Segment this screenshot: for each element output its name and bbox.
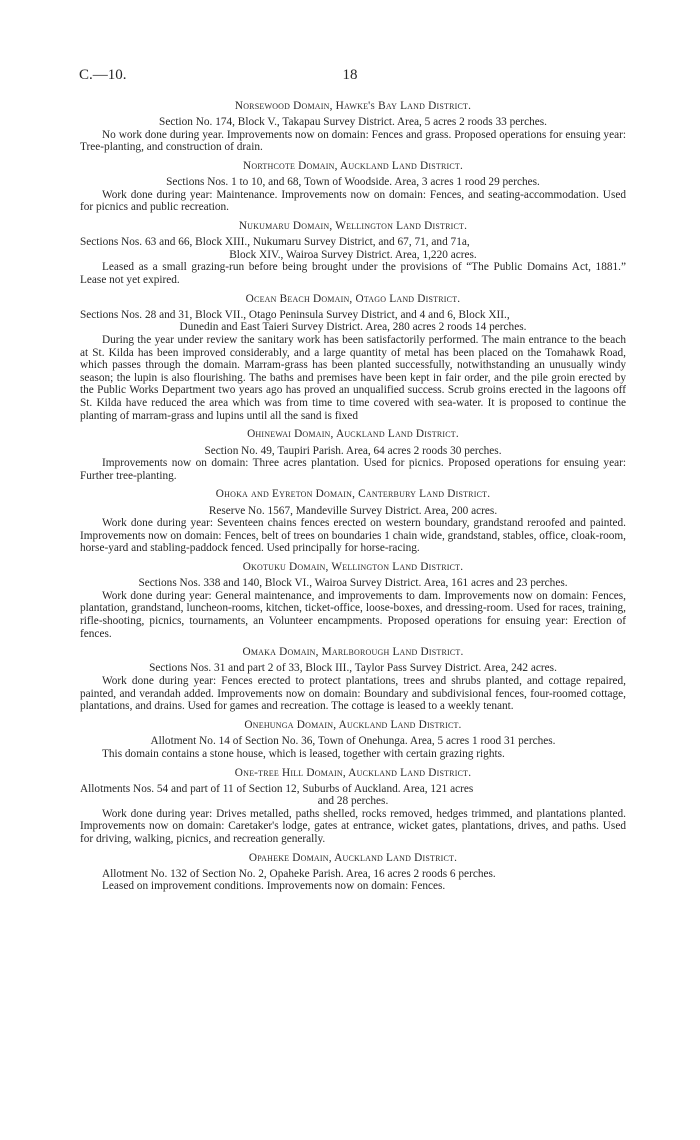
page-reference: C.—10. (79, 67, 127, 83)
section-paragraph: Leased as a small grazing-run before being brought under the provisions of “The Public Domains Act, 1881.” Lease not yet expired. (80, 261, 626, 286)
section-heading: Nukumaru Domain, Wellington Land District. (238, 220, 468, 233)
section-location: Allotment No. 14 of Section No. 36, Town of Onehunga. Area, 5 acres 1 rood 31 perches. (150, 735, 556, 748)
section-location: Sections Nos. 31 and part 2 of 33, Block III., Taylor Pass Survey District. Area, 242 acres. (149, 662, 557, 675)
section-paragraph: Work done during year: Fences erected to protect plantations, trees and shrubs planted, and cottage repaired, painted, and verandah added. Improvements now on domain: Boundary and subdivisional fences, four-roomed cottage, plantations, and drains. Used for games and recreation. The cottage is leased to a weekly tenant. (80, 675, 626, 713)
section-paragraph: Work done during year: Drives metalled, paths shelled, rocks removed, hedges trimmed, and plantations planted. Improvements now on domain: Caretaker's lodge, gates at entrance, wicket gates, plantations, drives, and paths. Used for driving, walking, picnics, and recreation generally. (80, 807, 626, 845)
domain-entry (80, 488, 626, 554)
domain-entry (80, 220, 626, 286)
section-paragraph: This domain contains a stone house, which is leased, together with certain grazing rights. (102, 747, 505, 760)
page-content (80, 100, 626, 899)
section-paragraph: Work done during year: General maintenance, and improvements to dam. Improvements now on domain: Fences, plantation, grandstand, luncheon-rooms, kitchen, ticket-office, loose-boxes, and dressing-room. Used for races, training, rifle-shooting, picnics, tournaments, an Volunteer encampments. Proposed operations for ensuing year: Erection of fences. (80, 589, 626, 640)
domain-entry (80, 852, 626, 893)
domain-entry (80, 719, 626, 760)
location-continuation: Block XIV., Wairoa Survey District. Area, 1,220 acres. (229, 248, 477, 261)
domain-entry (80, 293, 626, 422)
section-location (80, 236, 626, 261)
section-location: Section No. 174, Block V., Takapau Survey District. Area, 5 acres 2 roods 33 perches. (159, 116, 547, 129)
section-location (80, 309, 626, 334)
domain-entry (80, 100, 626, 154)
section-heading: One-tree Hill Domain, Auckland Land District. (234, 766, 472, 779)
section-heading: Norsewood Domain, Hawke's Bay Land District. (234, 100, 472, 112)
section-heading: Opaheke Domain, Auckland Land District. (248, 851, 458, 864)
location-line: Sections Nos. 63 and 66, Block XIII., Nukumaru Survey District, and 67, 71, and 71a, (80, 236, 470, 249)
domain-entry (80, 561, 626, 640)
page-number: 18 (342, 67, 358, 83)
section-location: Sections Nos. 338 and 140, Block VI., Wairoa Survey District. Area, 161 acres and 23 perches. (138, 577, 568, 590)
section-heading: Omaka Domain, Marlborough Land District. (242, 646, 464, 659)
location-continuation: Dunedin and East Taieri Survey District. Area, 280 acres 2 roods 14 perches. (179, 321, 527, 334)
domain-entry (80, 428, 626, 482)
section-location: Sections Nos. 1 to 10, and 68, Town of Woodside. Area, 3 acres 1 rood 29 perches. (166, 176, 540, 189)
section-location: Reserve No. 1567, Mandeville Survey District. Area, 200 acres. (208, 504, 498, 517)
section-heading: Northcote Domain, Auckland Land District. (242, 160, 463, 173)
section-location (80, 783, 626, 808)
section-location: Allotment No. 132 of Section No. 2, Opaheke Parish. Area, 16 acres 2 roods 6 perches. (102, 867, 496, 880)
domain-entry (80, 767, 626, 846)
section-heading: Ocean Beach Domain, Otago Land District. (245, 292, 461, 305)
location-line: Sections Nos. 28 and 31, Block VII., Otago Peninsula Survey District, and 4 and 6, Block XII., (80, 308, 510, 321)
section-heading: Okotuku Domain, Wellington Land District. (242, 561, 464, 574)
section-paragraph: Work done during year: Maintenance. Improvements now on domain: Fences, and seating-accommodation. Used for picnics and public recreation. (80, 188, 626, 214)
section-paragraph: Leased on improvement conditions. Improvements now on domain: Fences. (102, 880, 446, 893)
section-paragraph: No work done during year. Improvements now on domain: Fences and grass. Proposed operations for ensuing year: Tree-planting, and construction of drain. (80, 128, 626, 154)
domain-entry (80, 160, 626, 214)
section-paragraph: During the year under review the sanitary work has been satisfactorily performed. The main entrance to the beach at St. Kilda has been improved considerably, and a large quantity of metal has been placed on the Tomahawk Road, which passes through the domain. Marram-grass has been planted successfully, notwithstanding an unusually windy season; the lupin is also flourishing. The baths and premises have been kept in fair order, and the pile groin erected by the Public Works Department two years ago has proved an unqualified success. Scrub groins erected in the lagoons off St. Kilda have reduced the area which was from time to time covered with sea-water. It is proposed to continue the planting of marram-grass and lupins until all the sand is fixed (80, 334, 626, 422)
domain-entry (80, 646, 626, 712)
section-location: Section No. 49, Taupiri Parish. Area, 64 acres 2 roods 30 perches. (204, 444, 502, 457)
section-heading: Ohoka and Eyreton Domain, Canterbury Land District. (215, 488, 491, 501)
section-heading: Onehunga Domain, Auckland Land District. (244, 719, 462, 732)
location-continuation: and 28 perches. (317, 795, 389, 808)
section-paragraph: Work done during year: Seventeen chains fences erected on western boundary, grandstand reroofed and painted. Improvements now on domain: Fences, belt of trees on boundaries 1 chain wide, grandstand, stables, office, cloak-room, horse-yard and stabling-paddock fenced. Used principally for horse-racing. (80, 517, 626, 555)
location-line: Allotments Nos. 54 and part of 11 of Section 12, Suburbs of Auckland. Area, 121 acres (80, 782, 474, 795)
section-heading: Ohinewai Domain, Auckland Land District. (247, 428, 459, 441)
section-paragraph: Improvements now on domain: Three acres plantation. Used for picnics. Proposed operations for ensuing year: Further tree-planting. (80, 457, 626, 482)
